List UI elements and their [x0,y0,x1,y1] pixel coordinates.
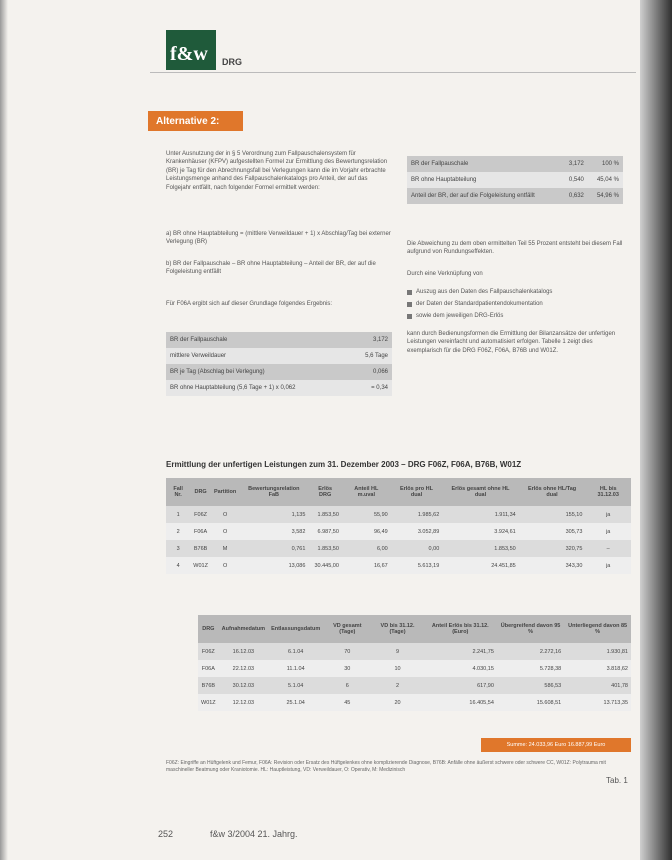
table-caption: Tab. 1 [606,776,628,785]
table-cell: 11.1.04 [268,660,323,677]
table-cell: 22.12.03 [219,660,268,677]
table-cell: F06A [190,523,211,540]
table-cell: 3.818,62 [564,660,631,677]
table-cell: ja [585,523,631,540]
table-cell: ja [585,557,631,574]
table-row [407,172,623,188]
table-cell: 12.12.03 [219,694,268,711]
table-cell: 320,75 [519,540,586,557]
cell-label: mittlere Verweildauer [166,348,349,364]
formula-a: a) BR ohne Hauptabteilung = (mittlere Verweildauer + 1) x Abschlag/Tag bei externer Verlegung (BR) [166,231,391,246]
table-cell: 343,30 [519,557,586,574]
cell-value: = 0,34 [349,380,392,396]
formula-b: b) BR der Fallpauschale – BR ohne Hauptabteilung – Anteil der BR, der auf die Folgeleistung entfällt [166,261,376,276]
table-footnote: F06Z: Eingriffe an Hüftgelenk und Femur, F06A: Revision oder Ersatz des Hüftgelenkes ohne komplizierende Diagnose, B76B: Anfälle ohne äußerst schwere oder schwere CC, W01Z: Polytrauma mit maschineller Beatmung oder Kraniotomie. HL: Hauptleistung, VD: Verweildauer, O: Operativ, M: Medizinisch [166,760,606,773]
table-cell: M [211,540,239,557]
right-calc-table [407,156,623,204]
table-cell: 1,135 [239,506,308,523]
cell-value: 3,172 [561,156,588,172]
table-cell: 1.853,50 [308,540,341,557]
table-cell: O [211,506,239,523]
table-cell: O [211,557,239,574]
cell-value: 0,066 [349,364,392,380]
cell-percent: 100 % [588,156,623,172]
table-row [198,643,631,660]
column-header: Erlös gesamt ohne HL dual [442,478,518,506]
table-cell: 16.12.03 [219,643,268,660]
table-cell: W01Z [198,694,219,711]
cell-label: BR der Fallpauschale [166,332,349,348]
cell-percent: 45,04 % [588,172,623,188]
table-cell: 0,00 [391,540,443,557]
cell-value: 0,632 [561,188,588,204]
table-cell: 13.713,35 [564,694,631,711]
section-label: DRG [222,57,242,67]
bullet-square-icon [407,314,412,319]
column-header: DRG [198,615,219,643]
table-cell: ja [585,506,631,523]
column-header: Entlassungsdatum [268,615,323,643]
table-cell: 6 [323,677,371,694]
column-header: Anteil Erlös bis 31.12. (Euro) [424,615,497,643]
table-cell: 401,78 [564,677,631,694]
support-intro: Durch eine Verknüpfung von [407,271,483,277]
table-cell: 30.12.03 [219,677,268,694]
cell-value: 0,540 [561,172,588,188]
table-cell: 305,73 [519,523,586,540]
cell-percent: 54,96 % [588,188,623,204]
column-header: Bewertungsrelation FaB [239,478,308,506]
table-cell: 2 [166,523,190,540]
table-cell: F06Z [190,506,211,523]
page-edge-shadow-right [640,0,672,860]
cell-label: Anteil der BR, der auf die Folgeleistung entfällt [407,188,561,204]
column-header: VD gesamt (Tage) [323,615,371,643]
header-rule [150,72,636,73]
table-cell: 3,582 [239,523,308,540]
column-header: Erlös ohne HL/Tag dual [519,478,586,506]
table-row [166,380,392,396]
table-cell: W01Z [190,557,211,574]
table-cell: 24.451,85 [442,557,518,574]
table-cell: 0,761 [239,540,308,557]
table-cell: 5.728,38 [497,660,564,677]
table-cell: 1.911,34 [442,506,518,523]
table-row [166,523,631,540]
table-cell: 1.853,50 [308,506,341,523]
table-cell: 2.272,16 [497,643,564,660]
column-header: Partition [211,478,239,506]
table-row [198,660,631,677]
table-cell: 3.924,61 [442,523,518,540]
deviation-note: Die Abweichung zu dem oben ermittelten Teil 55 Prozent entsteht bei diesem Fall aufgrund von Rundungseffekten. [407,241,623,256]
column-header: Übergreifend davon 95 % [497,615,564,643]
table-row [198,694,631,711]
list-item: sowie dem jeweiligen DRG-Erlös [407,310,623,322]
cell-value: 3,172 [349,332,392,348]
revenue-split-table [198,615,631,711]
column-header: VD bis 31.12. (Tage) [371,615,423,643]
cell-label: BR der Fallpauschale [407,156,561,172]
table-cell: 13,086 [239,557,308,574]
table-row [198,677,631,694]
column-header: Aufnahmedatum [219,615,268,643]
table-row [407,156,623,172]
table-cell: 20 [371,694,423,711]
table-cell: 3 [166,540,190,557]
table-cell: 5.613,19 [391,557,443,574]
cell-value: 5,6 Tage [349,348,392,364]
table-cell: 45 [323,694,371,711]
example-intro: Für F06A ergibt sich auf dieser Grundlage folgendes Ergebnis: [166,301,333,307]
table-cell: – [585,540,631,557]
table-cell: 96,49 [342,523,391,540]
list-item: der Daten der Standardpatientendokumentation [407,298,623,310]
column-header: HL bis 31.12.03 [585,478,631,506]
table-cell: 3.052,89 [391,523,443,540]
journal-issue: f&w 3/2004 21. Jahrg. [210,829,298,839]
table-cell: 4 [166,557,190,574]
table-cell: 586,53 [497,677,564,694]
table-cell: 617,90 [424,677,497,694]
table-cell: 1.985,62 [391,506,443,523]
table-cell: 30.445,00 [308,557,341,574]
page-edge-shadow-left [0,0,8,860]
table-cell: 55,90 [342,506,391,523]
list-item: Auszug aus den Daten des Fallpauschalenkatalogs [407,286,623,298]
table-cell: O [211,523,239,540]
table-cell: 16.405,54 [424,694,497,711]
table-cell: 6,00 [342,540,391,557]
table-cell: 5.1.04 [268,677,323,694]
table-row [166,364,392,380]
table-header-row [166,478,631,506]
table-cell: 9 [371,643,423,660]
table-cell: 15.608,51 [497,694,564,711]
table-cell: 155,10 [519,506,586,523]
bullet-square-icon [407,302,412,307]
column-header: Anteil HL m.uval [342,478,391,506]
cell-label: BR je Tag (Abschlag bei Verlegung) [166,364,349,380]
column-header: Erlös pro HL dual [391,478,443,506]
table-cell: 1.853,50 [442,540,518,557]
table-cell: 30 [323,660,371,677]
table-cell: B76B [198,677,219,694]
unfinished-services-table [166,478,631,574]
table-cell: 25.1.04 [268,694,323,711]
table-cell: 1.930,81 [564,643,631,660]
table-cell: 6.987,50 [308,523,341,540]
table-cell: 10 [371,660,423,677]
table-row [166,506,631,523]
bullet-list [407,286,623,322]
table-cell: 2 [371,677,423,694]
page-number: 252 [158,829,174,839]
left-calc-table [166,332,392,396]
journal-logo: f&w [166,30,216,70]
table-header-row [198,615,631,643]
automation-paragraph: kann durch Bedienungsformen die Ermittlung der Bilanzansätze der unfertigen Leistungen vereinfacht und automatisiert erfolgen. Tabelle 1 zeigt dies exemplarisch für die DRG F06Z, F06A, B76B und W01Z. [407,331,616,354]
table-row [166,557,631,574]
alternative-banner: Alternative 2: [148,111,243,131]
column-header: Fall Nr. [166,478,190,506]
table-cell: F06Z [198,643,219,660]
table-cell: 16,67 [342,557,391,574]
table-section-title: Ermittlung der unfertigen Leistungen zum 31. Dezember 2003 – DRG F06Z, F06A, B76B, W01Z [166,460,522,469]
bullet-square-icon [407,290,412,295]
intro-paragraph: Unter Ausnutzung der in § 5 Verordnung zum Fallpauschalensystem für Krankenhäuser (KFPV) aufgestellten Formel zur Ermittlung des Bewertungsrelation (BR) je Tag für den Abrechnungsfall bei Verlegungen kann die im Vorjahr erbrachte Leistungsmenge anhand des Fallpauschalenkatalogs pro Anteil, der auf das Folgejahr entfällt, nach folgender Formel ermittelt werden: [166,151,388,191]
column-header: Erlös DRG [308,478,341,506]
cell-label: BR ohne Hauptabteilung (5,6 Tage + 1) x 0,062 [166,380,349,396]
table-row [166,348,392,364]
table-cell: B76B [190,540,211,557]
table-row [166,540,631,557]
table-cell: 1 [166,506,190,523]
table-row [407,188,623,204]
table-cell: 2.241,75 [424,643,497,660]
sum-bar: Summe: 24.033,96 Euro 16.887,99 Euro [481,738,631,752]
table-cell: 4.030,15 [424,660,497,677]
table-row [166,332,392,348]
column-header: DRG [190,478,211,506]
cell-label: BR ohne Hauptabteilung [407,172,561,188]
column-header: Unterliegend davon 85 % [564,615,631,643]
table-cell: 70 [323,643,371,660]
table-cell: 6.1.04 [268,643,323,660]
table-cell: F06A [198,660,219,677]
